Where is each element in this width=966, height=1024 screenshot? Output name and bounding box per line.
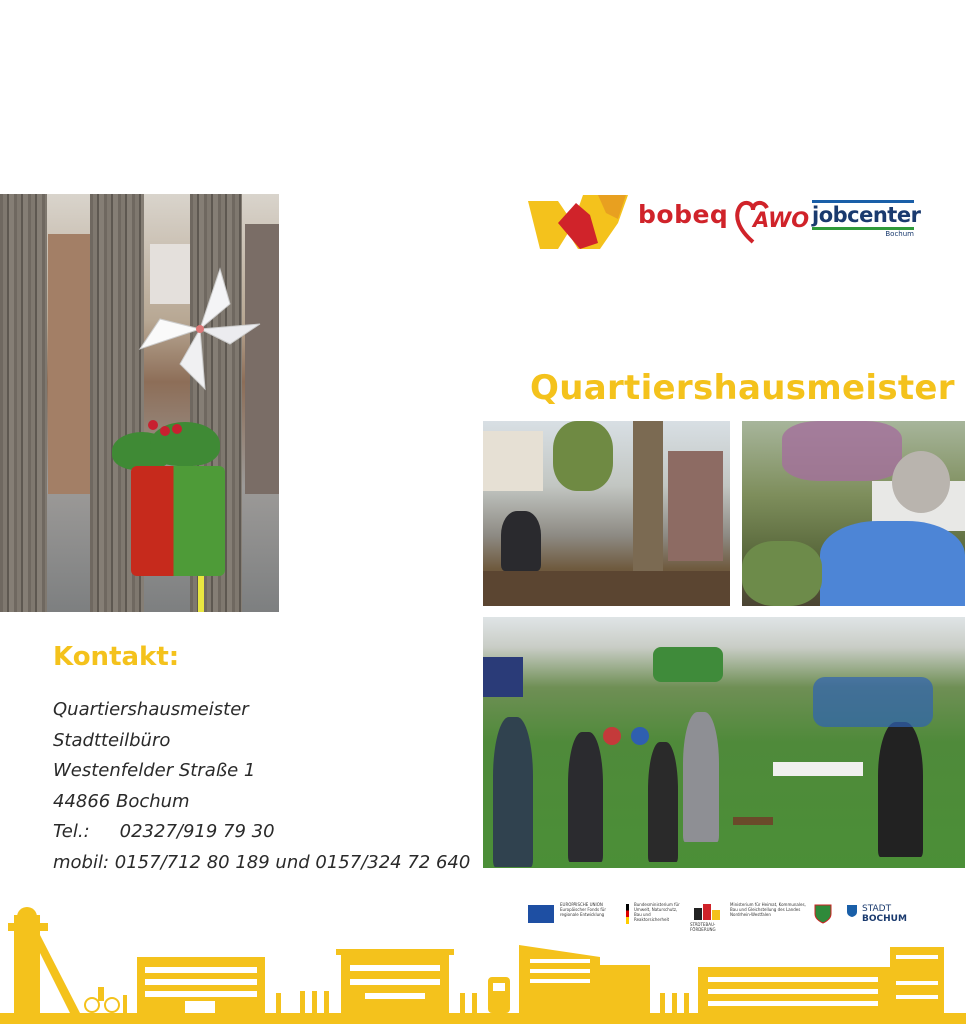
contact-street: Westenfelder Straße 1 bbox=[53, 760, 256, 782]
contact-heading: Kontakt: bbox=[53, 642, 180, 672]
contact-name: Quartiershausmeister bbox=[53, 699, 249, 720]
photo-planting-flowers bbox=[742, 421, 965, 606]
photo-pinwheel bbox=[0, 194, 279, 612]
awo-logo: AWO bbox=[753, 208, 810, 232]
jobcenter-text: jobcenter bbox=[812, 203, 921, 227]
nrw-ministry-text: Ministerium für Heimat, Kommunales, Bau und Gleichstellung des Landes Nordrhein-Westfalen bbox=[730, 902, 806, 917]
contact-block bbox=[53, 695, 470, 879]
photo-community-event bbox=[483, 617, 965, 868]
staedtebau-text: STÄDTEBAU-FÖRDERUNG bbox=[690, 922, 716, 932]
phone-number[interactable]: 02327/919 79 30 bbox=[119, 821, 275, 843]
eu-text: EUROPÄISCHE UNION Europäischer Fonds für regionale Entwicklung bbox=[560, 902, 606, 917]
bund-text: Bundesministerium für Umwelt, Naturschutz, Bau und Reaktorsicherheit bbox=[634, 902, 680, 922]
contact-mobile[interactable]: mobil: 0157/712 80 189 und 0157/324 72 640 bbox=[53, 851, 471, 873]
stadt-bochum-logo: STADT BOCHUM bbox=[862, 904, 907, 924]
phone-label: Tel.: bbox=[53, 821, 90, 843]
page-title: Quartiershausmeister bbox=[530, 368, 955, 408]
pinwheel-icon bbox=[135, 264, 265, 394]
soziale-stadt-logo-icon bbox=[528, 193, 630, 251]
jobcenter-logo bbox=[812, 200, 921, 238]
contact-city: 44866 Bochum bbox=[53, 790, 190, 812]
city-skyline-illustration bbox=[0, 895, 966, 1024]
contact-phone bbox=[53, 817, 470, 848]
photo-gardening-tree bbox=[483, 421, 730, 606]
contact-office: Stadtteilbüro bbox=[53, 729, 171, 751]
jobcenter-city: Bochum bbox=[885, 230, 914, 238]
bobeq-logo: bobeq bbox=[638, 200, 729, 229]
